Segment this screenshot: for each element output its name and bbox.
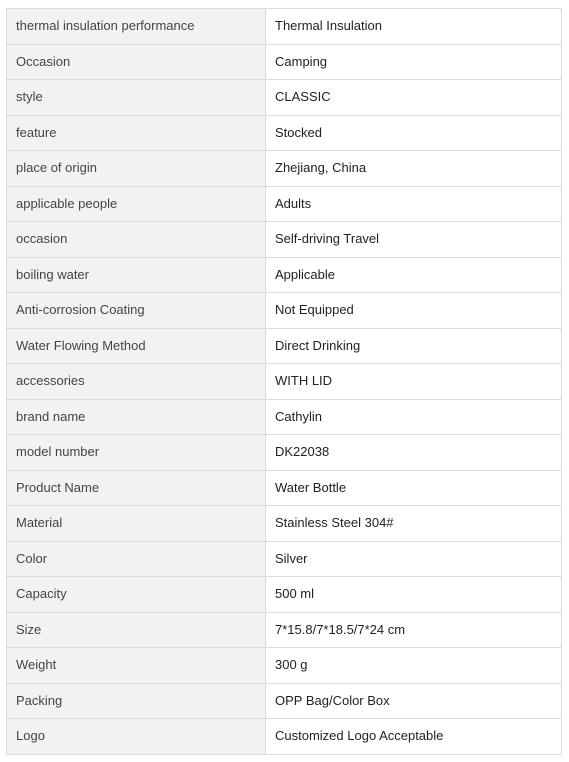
attribute-value: WITH LID bbox=[266, 364, 562, 400]
table-row bbox=[7, 186, 562, 222]
attribute-name: occasion bbox=[7, 222, 266, 258]
attribute-value: Self-driving Travel bbox=[266, 222, 562, 258]
attribute-name: feature bbox=[7, 115, 266, 151]
table-row bbox=[7, 612, 562, 648]
attribute-name: place of origin bbox=[7, 151, 266, 187]
attribute-name: brand name bbox=[7, 399, 266, 435]
table-row bbox=[7, 648, 562, 684]
attribute-value: Stainless Steel 304# bbox=[266, 506, 562, 542]
attribute-name: Packing bbox=[7, 683, 266, 719]
attribute-name: model number bbox=[7, 435, 266, 471]
attribute-name: Anti-corrosion Coating bbox=[7, 293, 266, 329]
table-row bbox=[7, 399, 562, 435]
attribute-value: Camping bbox=[266, 44, 562, 80]
attribute-value: CLASSIC bbox=[266, 80, 562, 116]
table-row bbox=[7, 44, 562, 80]
table-row bbox=[7, 80, 562, 116]
attribute-value: 500 ml bbox=[266, 577, 562, 613]
attribute-name: Capacity bbox=[7, 577, 266, 613]
attribute-name: applicable people bbox=[7, 186, 266, 222]
attribute-name: Weight bbox=[7, 648, 266, 684]
attribute-name: thermal insulation performance bbox=[7, 9, 266, 45]
table-row bbox=[7, 577, 562, 613]
attribute-value: Stocked bbox=[266, 115, 562, 151]
attribute-name: style bbox=[7, 80, 266, 116]
table-row bbox=[7, 683, 562, 719]
table-row bbox=[7, 257, 562, 293]
table-row bbox=[7, 541, 562, 577]
attribute-name: Color bbox=[7, 541, 266, 577]
attribute-value: Water Bottle bbox=[266, 470, 562, 506]
attribute-value: DK22038 bbox=[266, 435, 562, 471]
attribute-value: Customized Logo Acceptable bbox=[266, 719, 562, 755]
attribute-name: boiling water bbox=[7, 257, 266, 293]
attribute-value: Not Equipped bbox=[266, 293, 562, 329]
attribute-name: Occasion bbox=[7, 44, 266, 80]
table-row bbox=[7, 328, 562, 364]
attribute-value: Applicable bbox=[266, 257, 562, 293]
table-row bbox=[7, 115, 562, 151]
product-attributes-table bbox=[6, 8, 562, 755]
attribute-value: 7*15.8/7*18.5/7*24 cm bbox=[266, 612, 562, 648]
attribute-value: Silver bbox=[266, 541, 562, 577]
attribute-value: Direct Drinking bbox=[266, 328, 562, 364]
table-row bbox=[7, 435, 562, 471]
attribute-value: Thermal Insulation bbox=[266, 9, 562, 45]
attribute-name: Logo bbox=[7, 719, 266, 755]
attribute-value: Adults bbox=[266, 186, 562, 222]
table-row bbox=[7, 470, 562, 506]
table-row bbox=[7, 151, 562, 187]
table-row bbox=[7, 506, 562, 542]
attribute-name: Product Name bbox=[7, 470, 266, 506]
table-row bbox=[7, 364, 562, 400]
table-row bbox=[7, 9, 562, 45]
attribute-name: Water Flowing Method bbox=[7, 328, 266, 364]
attribute-name: Material bbox=[7, 506, 266, 542]
attribute-name: accessories bbox=[7, 364, 266, 400]
attribute-value: Zhejiang, China bbox=[266, 151, 562, 187]
attribute-value: Cathylin bbox=[266, 399, 562, 435]
attribute-name: Size bbox=[7, 612, 266, 648]
table-row bbox=[7, 719, 562, 755]
attribute-value: 300 g bbox=[266, 648, 562, 684]
attribute-value: OPP Bag/Color Box bbox=[266, 683, 562, 719]
table-row bbox=[7, 293, 562, 329]
attributes-table-body bbox=[7, 9, 562, 755]
table-row bbox=[7, 222, 562, 258]
